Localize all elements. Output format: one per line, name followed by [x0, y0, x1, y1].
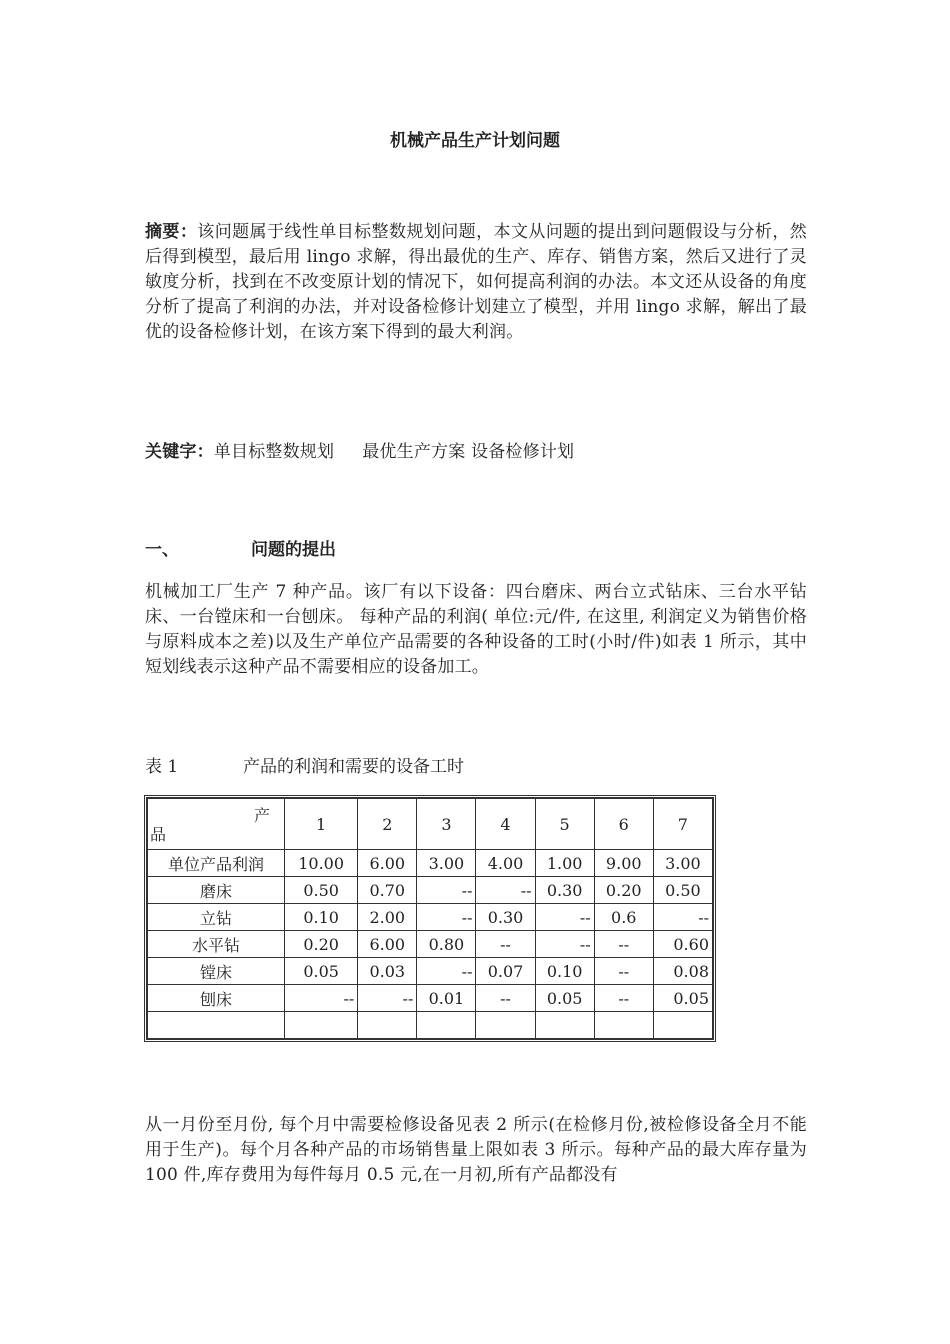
table-cell: -- — [594, 931, 653, 958]
table-row — [148, 958, 713, 985]
table-cell: 0.20 — [594, 877, 653, 904]
table-cell: 0.70 — [358, 877, 417, 904]
table-cell: 10.00 — [285, 850, 358, 877]
column-header: 7 — [653, 799, 712, 850]
table-cell: 0.10 — [285, 904, 358, 931]
row-label: 刨床 — [148, 985, 285, 1012]
abstract-label: 摘要： — [145, 222, 198, 242]
corner-top-text: 产 — [253, 806, 270, 825]
table-caption-title: 产品的利润和需要的设备工时 — [243, 757, 464, 777]
keyword-item: 最优生产方案 — [362, 442, 466, 462]
table-caption-number: 表 1 — [145, 757, 179, 777]
table-cell: -- — [535, 904, 594, 931]
row-label: 磨床 — [148, 877, 285, 904]
keyword-item: 设备检修计划 — [471, 442, 575, 462]
table-cell: -- — [417, 877, 476, 904]
table-cell: 0.50 — [285, 877, 358, 904]
table-cell: -- — [417, 904, 476, 931]
table-cell: -- — [476, 877, 535, 904]
row-label: 水平钻 — [148, 931, 285, 958]
profit-hours-table — [144, 795, 716, 1042]
table-caption — [145, 752, 464, 777]
table-cell: 0.05 — [653, 985, 712, 1012]
table-cell: 6.00 — [358, 931, 417, 958]
table-cell: 0.80 — [417, 931, 476, 958]
continuation-paragraph: 从一月份至月份, 每个月中需要检修设备见表 2 所示(在检修月份,被检修设备全月不能用于生产)。每个月各种产品的市场销售量上限如表 3 所示。每种产品的最大库存量为 100 件,库存费用为每件每月 0.5 元,在一月初,所有产品都没有 — [145, 1115, 807, 1185]
table-cell: -- — [653, 904, 712, 931]
table-row — [148, 931, 713, 958]
intro-paragraph: 机械加工厂生产 7 种产品。该厂有以下设备：四台磨床、两台立式钻床、三台水平钻床、一台镗床和一台刨床。 每种产品的利润( 单位:元/件, 在这里, 利润定义为销售价格与原料成本之差)以及生产单位产品需要的各种设备的工时(小时/件)如表 1 所示，其中短划线表示这种产品不需要相应的设备加工。 — [145, 582, 807, 677]
row-label: 立钻 — [148, 904, 285, 931]
table-cell: 4.00 — [476, 850, 535, 877]
table-cell: 0.05 — [535, 985, 594, 1012]
column-header: 2 — [358, 799, 417, 850]
table-corner-cell — [148, 799, 285, 850]
column-header: 3 — [417, 799, 476, 850]
table-cell: -- — [476, 985, 535, 1012]
abstract-paragraph — [145, 220, 807, 345]
table-row — [148, 985, 713, 1012]
table-cell: 0.20 — [285, 931, 358, 958]
table-cell: 9.00 — [594, 850, 653, 877]
column-header: 5 — [535, 799, 594, 850]
table-cell: -- — [476, 931, 535, 958]
table-cell: 6.00 — [358, 850, 417, 877]
table-cell: -- — [358, 985, 417, 1012]
table-cell: -- — [594, 958, 653, 985]
table-row — [148, 904, 713, 931]
column-header: 1 — [285, 799, 358, 850]
table-cell: 0.10 — [535, 958, 594, 985]
table-cell: 3.00 — [417, 850, 476, 877]
table-cell: 2.00 — [358, 904, 417, 931]
keywords-line — [145, 440, 807, 465]
table-cell: 0.30 — [535, 877, 594, 904]
table-cell: 0.6 — [594, 904, 653, 931]
table-cell: 0.03 — [358, 958, 417, 985]
abstract-text: 该问题属于线性单目标整数规划问题，本文从问题的提出到问题假设与分析，然后得到模型，最后用 lingo 求解，得出最优的生产、库存、销售方案，然后又进行了灵敏度分析，找到在不改变原计划的情况下，如何提高利润的办法。本文还从设备的角度分析了提高了利润的办法，并对设备检修计划建立了模型，并用 lingo 求解，解出了最优的设备检修计划，在该方案下得到的最大利润。 — [145, 222, 807, 342]
table-cell: 1.00 — [535, 850, 594, 877]
table-row — [148, 850, 713, 877]
table-cell: -- — [285, 985, 358, 1012]
table-row-empty — [148, 1012, 713, 1039]
table-cell: 3.00 — [653, 850, 712, 877]
keywords-label: 关键字： — [145, 442, 214, 462]
column-header: 6 — [594, 799, 653, 850]
column-header: 4 — [476, 799, 535, 850]
table-cell: -- — [417, 958, 476, 985]
row-label: 镗床 — [148, 958, 285, 985]
table-cell: -- — [535, 931, 594, 958]
document-title: 机械产品生产计划问题 — [390, 131, 560, 151]
keyword-item: 单目标整数规划 — [213, 442, 335, 462]
table-cell: 0.50 — [653, 877, 712, 904]
row-label: 单位产品利润 — [148, 850, 285, 877]
table-cell: 0.60 — [653, 931, 712, 958]
table-cell: 0.08 — [653, 958, 712, 985]
table-header-row — [148, 799, 713, 850]
section-number: 一、 — [145, 540, 179, 560]
corner-bottom-text: 品 — [150, 825, 167, 844]
table-cell: 0.30 — [476, 904, 535, 931]
section-heading — [145, 535, 336, 560]
table-cell: 0.01 — [417, 985, 476, 1012]
table-row — [148, 877, 713, 904]
section-title: 问题的提出 — [251, 540, 336, 560]
table-cell: 0.05 — [285, 958, 358, 985]
table-cell: 0.07 — [476, 958, 535, 985]
table-cell: -- — [594, 985, 653, 1012]
